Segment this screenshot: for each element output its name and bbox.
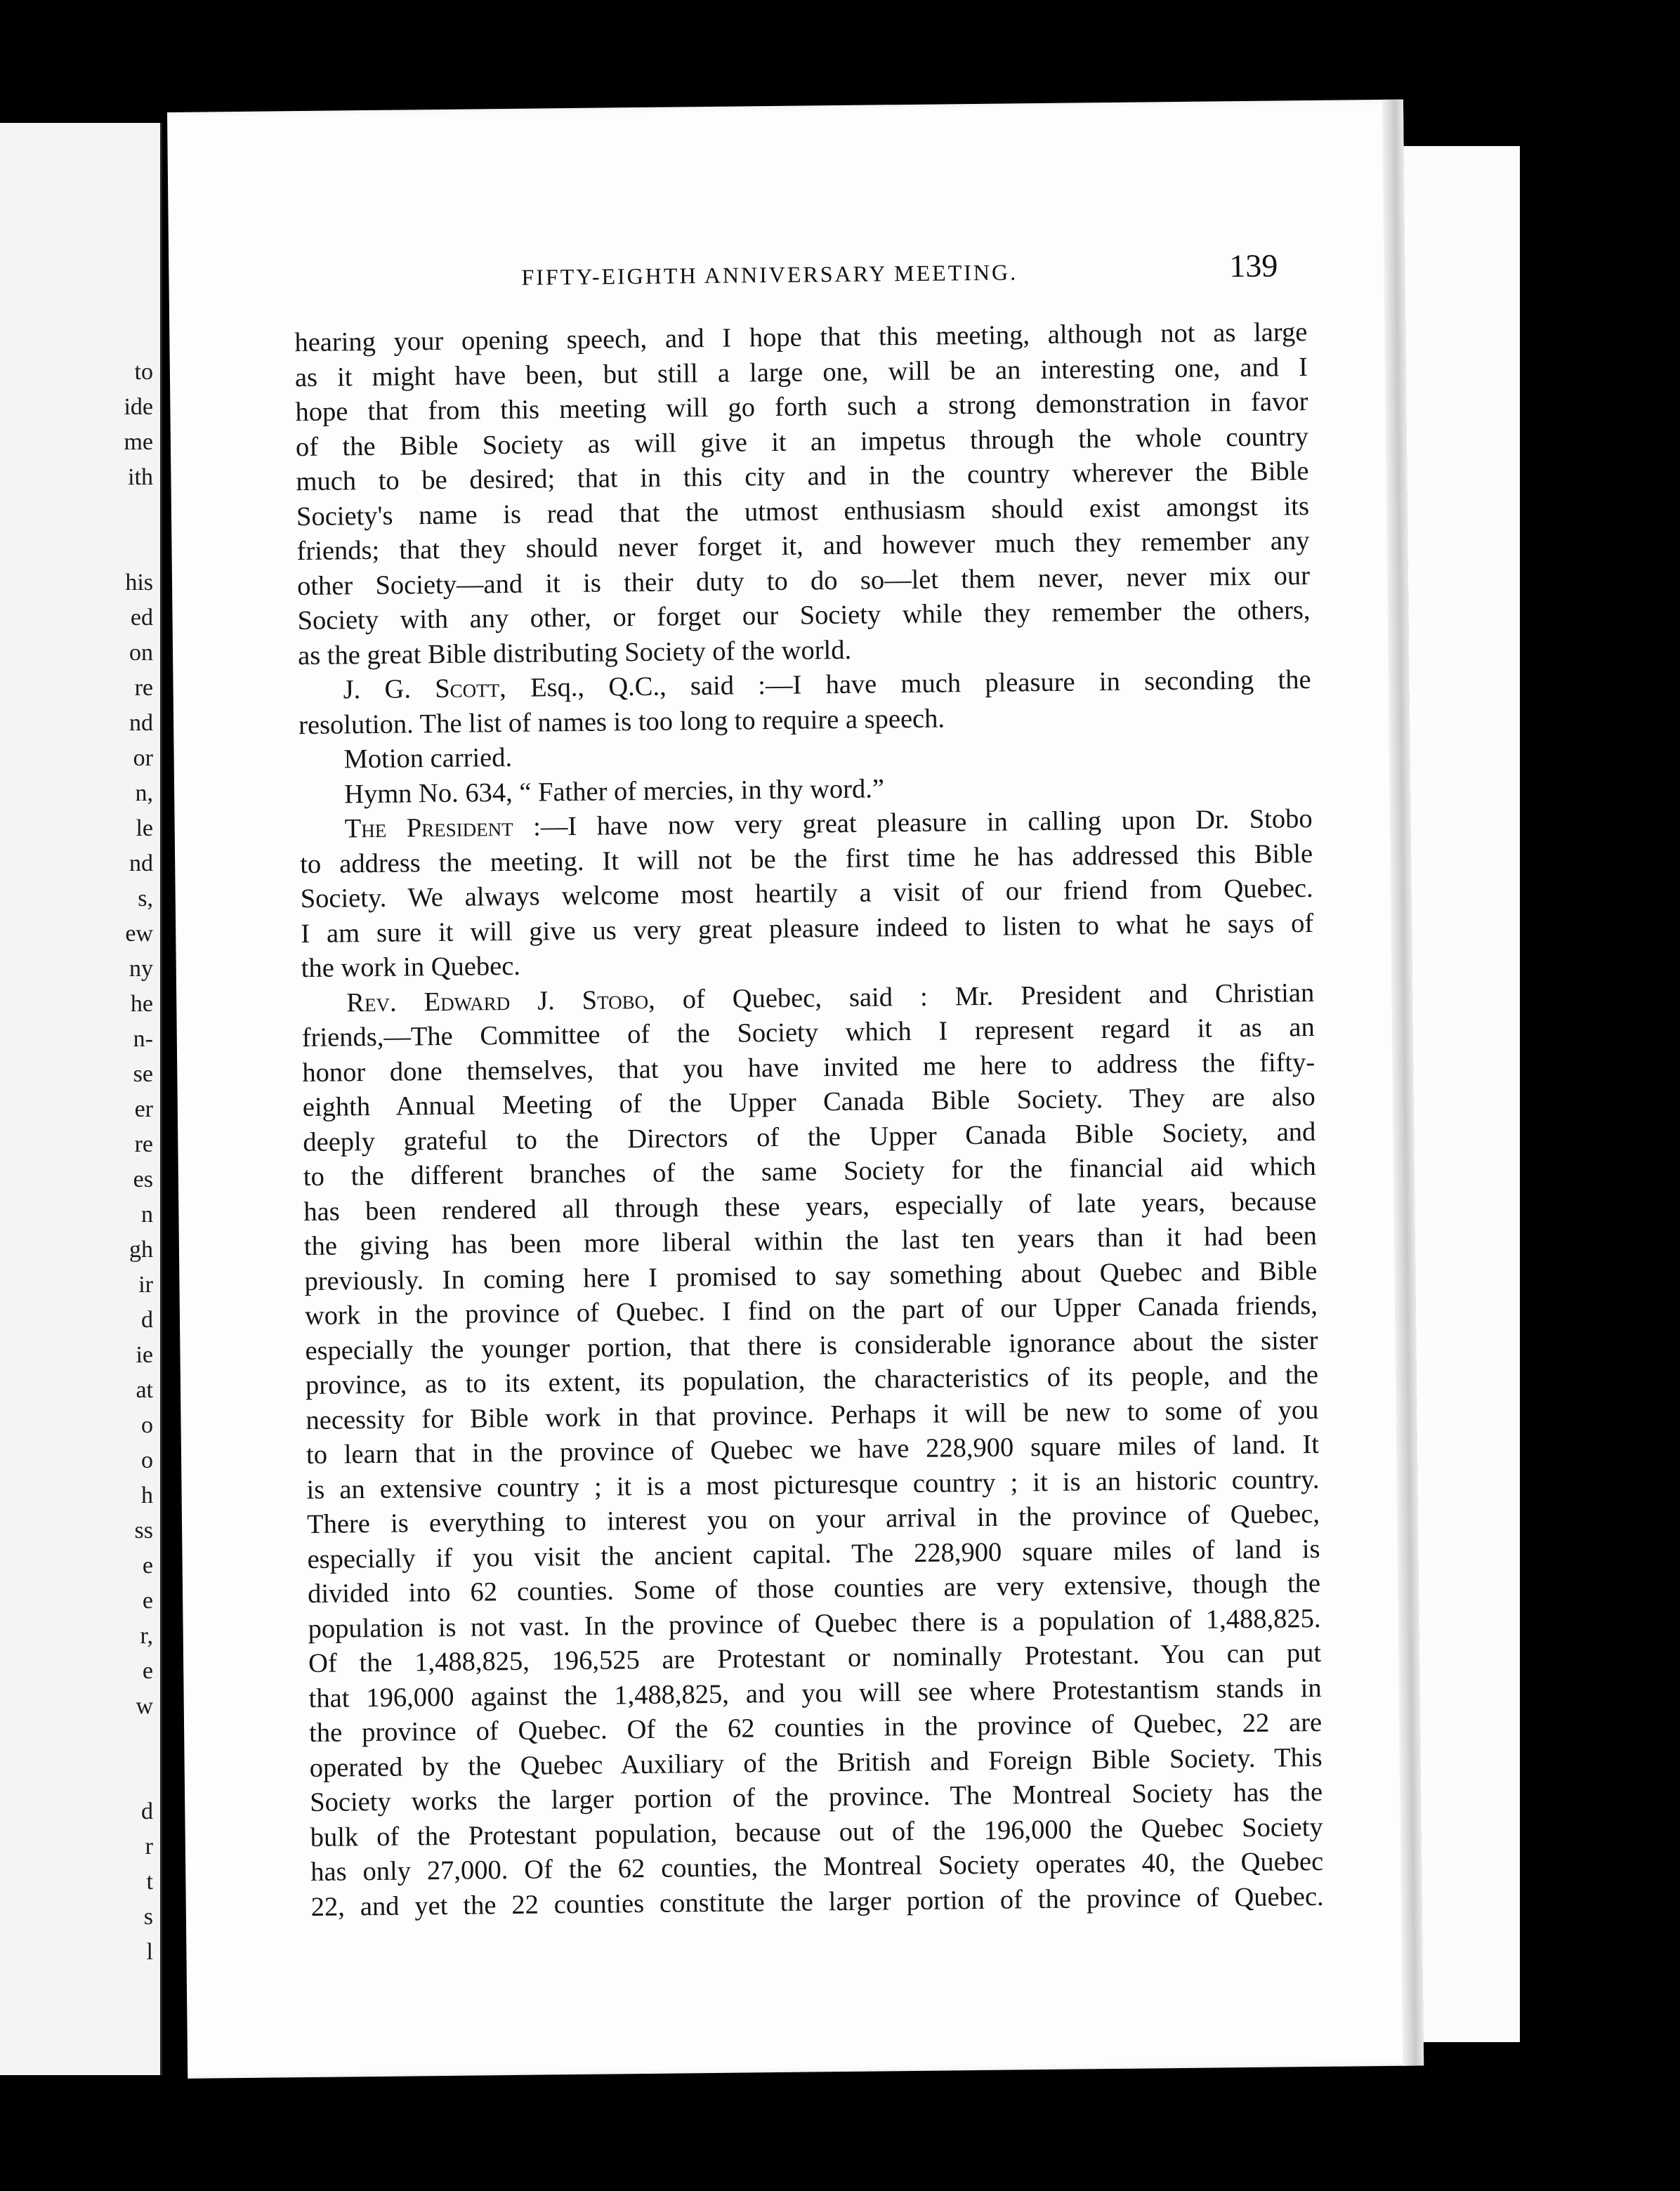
book-page xyxy=(167,100,1424,2079)
left-page-fragment: d xyxy=(141,1307,153,1333)
text-line: Society with any other, or forget our Society while they remember the others, xyxy=(297,595,1311,636)
text-line: deeply grateful to the Directors of the Upper Canada Bible Society, and xyxy=(303,1117,1316,1157)
left-page-fragment: e xyxy=(142,1588,153,1614)
text-line: as it might have been, but still a large one, will be an interesting one, and I xyxy=(294,352,1308,393)
text-line: J. G. Scott, Esq., Q.C., said :—I have much pleasure in seconding the xyxy=(343,664,1311,705)
text-line: population is not vast. In the province of Quebec there is a population of 1,488,825. xyxy=(308,1603,1321,1644)
text-line: especially the younger portion, that there is considerable ignorance about the sister xyxy=(305,1325,1318,1366)
left-page-fragment: ide xyxy=(124,394,153,420)
text-line: work in the province of Quebec. I find on the part of our Upper Canada friends, xyxy=(304,1290,1318,1331)
left-facing-page xyxy=(0,123,162,2075)
text-line: There is everything to interest you on your arrival in the province of Quebec, xyxy=(306,1499,1320,1540)
left-page-fragment: ss xyxy=(134,1518,153,1544)
left-page-fragment: d xyxy=(141,1798,153,1824)
text-line: necessity for Bible work in that province. Perhaps it will be new to some of you xyxy=(306,1395,1319,1435)
left-page-fragment: ir xyxy=(138,1272,153,1298)
text-line: is an extensive country ; it is a most picturesque country ; it is an historic country. xyxy=(306,1464,1320,1505)
left-page-fragment xyxy=(124,530,153,565)
left-page-fragment: ew xyxy=(125,921,153,947)
left-page-fragment: he xyxy=(130,991,153,1017)
text-line: Of the 1,488,825, 196,525 are Protestant or nominally Protestant. You can put xyxy=(308,1638,1322,1679)
text-line: much to be desired; that in this city and in the country wherever the Bible xyxy=(296,456,1309,497)
page-body-text xyxy=(294,315,1324,1925)
text-line: Society. We always welcome most heartily a visit of our friend from Quebec. xyxy=(300,873,1313,914)
text-line: especially if you visit the ancient capital. The 228,900 square miles of land is xyxy=(307,1534,1320,1574)
left-page-fragment: es xyxy=(133,1166,153,1192)
left-page-fragment: s, xyxy=(138,886,153,912)
left-page-fragment: r xyxy=(145,1834,153,1860)
text-line: Hymn No. 634, “ Father of mercies, in thy word.” xyxy=(343,773,885,809)
text-line: operated by the Quebec Auxiliary of the British and Foreign Bible Society. This xyxy=(309,1742,1323,1783)
left-page-fragment: to xyxy=(134,359,153,385)
text-line: the province of Quebec. Of the 62 counties in the province of Quebec, 22 are xyxy=(308,1707,1323,1749)
text-line: the giving has been more liberal within the last ten years than it had been xyxy=(303,1220,1318,1262)
left-page-fragment: re xyxy=(134,1131,153,1157)
left-page-fragment: re xyxy=(134,675,153,701)
text-line: divided into 62 counties. Some of those counties are very extensive, though the xyxy=(307,1568,1321,1610)
text-line: to address the meeting. It will not be the first time he has addressed this Bible xyxy=(300,838,1313,879)
left-page-fragment xyxy=(124,495,153,530)
paragraph-5 xyxy=(299,802,1314,987)
speaker-name: J. G. Scott, xyxy=(343,673,506,705)
left-page-text-fragments xyxy=(124,355,153,1970)
left-page-fragment: r, xyxy=(140,1623,153,1649)
left-page-fragment: se xyxy=(133,1061,153,1087)
text-line: Society's name is read that the utmost enthusiasm should exist amongst its xyxy=(296,491,1310,532)
left-page-fragment: e xyxy=(142,1553,153,1579)
left-page-fragment: ny xyxy=(129,956,153,982)
text-line: 22, and yet the 22 counties constitute the larger portion of the province of Quebec. xyxy=(310,1881,1324,1922)
left-page-fragment: on xyxy=(129,640,153,666)
left-page-fragment: l xyxy=(146,1939,153,1965)
text-line: of the Bible Society as will give it an impetus through the whole country xyxy=(295,421,1309,462)
left-page-fragment: le xyxy=(136,815,153,841)
left-page-fragment: n- xyxy=(133,1026,153,1052)
left-page-fragment: o xyxy=(141,1412,153,1438)
text-line: The President :—I have now very great pleasure in calling upon Dr. Stobo xyxy=(344,803,1313,844)
text-line: province, as to its extent, its population, the characteristics of its people, and the xyxy=(305,1360,1319,1401)
left-page-fragment: w xyxy=(136,1693,153,1719)
text-line: I am sure it will give us very great pleasure indeed to listen to what he says of xyxy=(301,908,1314,949)
left-page-fragment: n xyxy=(141,1202,153,1228)
text-line: to learn that in the province of Quebec we have 228,900 square miles of land. It xyxy=(306,1429,1320,1470)
text-line: has been rendered all through these years, especially of late years, because xyxy=(303,1186,1317,1227)
text-line: Rev. Edward J. Stobo, of Quebec, said : Mr. President and Christian xyxy=(346,978,1315,1018)
left-page-fragment: e xyxy=(142,1658,153,1684)
text-line: Society works the larger portion of the province. The Montreal Society has the xyxy=(309,1777,1323,1818)
text-line: friends,—The Committee of the Society which I represent regard it as an xyxy=(301,1012,1315,1053)
left-page-fragment: at xyxy=(136,1377,153,1403)
left-page-fragment: o xyxy=(141,1447,153,1473)
left-page-fragment: ed xyxy=(130,605,153,631)
text-line: bulk of the Protestant population, because out of the 196,000 the Quebec Society xyxy=(310,1812,1323,1853)
left-page-fragment: ith xyxy=(128,464,153,490)
left-page-fragment: his xyxy=(125,570,153,596)
running-head: FIFTY-EIGHTH ANNIVERSARY MEETING. xyxy=(521,259,1018,290)
paragraph-2 xyxy=(298,663,1311,743)
left-page-fragment: t xyxy=(146,1869,153,1895)
text-line: hearing your opening speech, and I hope that this meeting, although not as large xyxy=(294,317,1308,358)
text-line: Motion carried. xyxy=(343,742,513,775)
text-line: honor done themselves, that you have invited me here to address the fifty- xyxy=(302,1047,1315,1088)
left-page-fragment: ie xyxy=(136,1342,153,1368)
page-number: 139 xyxy=(1229,247,1278,284)
text-line: that 196,000 against the 1,488,825, and you will see where Protestantism stands in xyxy=(308,1673,1322,1713)
text-line: resolution. The list of names is too long to require a speech. xyxy=(298,703,945,740)
text-line: previously. In coming here I promised to say something about Quebec and Bible xyxy=(304,1256,1318,1296)
left-page-fragment: nd xyxy=(129,850,153,876)
left-page-fragment: gh xyxy=(129,1237,153,1263)
text-line: other Society—and it is their duty to do so—let them never, never mix our xyxy=(296,560,1311,601)
paragraph-6 xyxy=(301,975,1324,1925)
left-page-fragment: or xyxy=(133,745,153,771)
left-page-fragment xyxy=(124,1724,153,1759)
left-page-fragment xyxy=(124,1759,153,1794)
left-page-fragment: me xyxy=(124,429,153,455)
left-page-fragment: er xyxy=(134,1096,153,1122)
left-page-fragment: n, xyxy=(135,780,153,806)
left-page-fragment: h xyxy=(141,1482,153,1508)
text-line: has only 27,000. Of the 62 counties, the Montreal Society operates 40, the Quebec xyxy=(310,1846,1324,1887)
text-line: the work in Quebec. xyxy=(301,951,521,984)
left-page-fragment: nd xyxy=(129,710,153,736)
speaker-name: The President xyxy=(344,812,513,844)
text-line: eighth Annual Meeting of the Upper Canada Bible Society. They are also xyxy=(302,1081,1315,1123)
text-line: hope that from this meeting will go forth such a strong demonstration in favor xyxy=(295,387,1308,428)
text-line: to the different branches of the same Society for the financial aid which xyxy=(303,1151,1317,1192)
speaker-name: Rev. Edward J. Stobo, xyxy=(346,985,655,1018)
paragraph-1 xyxy=(294,315,1311,673)
text-line: as the great Bible distributing Society of the world. xyxy=(297,635,852,671)
left-page-fragment: s xyxy=(143,1904,153,1930)
text-line: friends; that they should never forget it, and however much they remember any xyxy=(296,526,1310,567)
